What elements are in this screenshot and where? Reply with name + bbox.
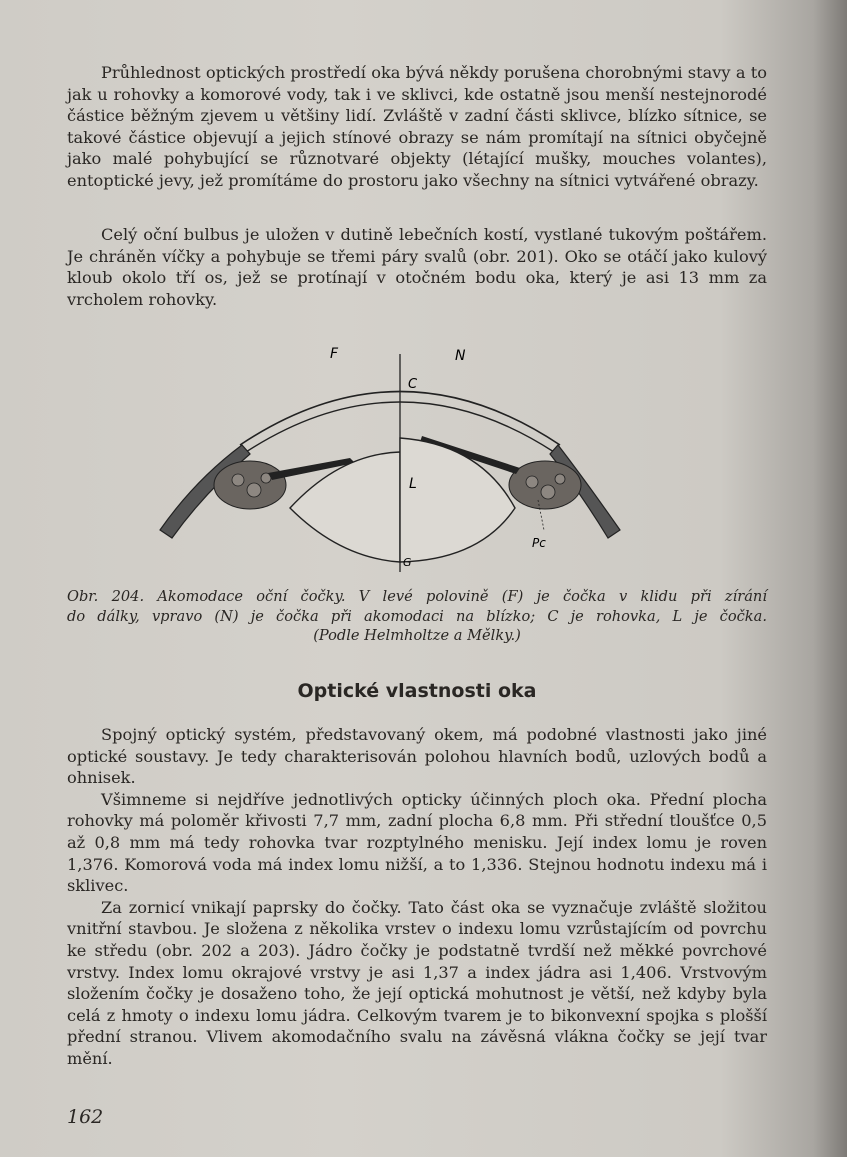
caption-line: (Podle Helmholtze a Mělky.): [313, 627, 521, 644]
label-n: N: [455, 348, 466, 364]
caption-line: do dálky, vpravo (N) je čočka při akomodaci na blízko; C je rohovka, L je čočka.: [67, 607, 767, 625]
section-heading: Optické vlastnosti oka: [297, 680, 537, 702]
paragraph: Za zornicí vnikají paprsky do čočky. Tato část oka se vyznačuje zvláště složitou vnitřní stavbou. Je složena z několika vrstev o indexu lomu vzrůstajícím od povrchu ke středu (obr. 202 a 203). Jádro čočky je podstatně tvrdší než měkké povrchové vrstvy. Index lomu okrajové vrstvy je asi 1,37 a index jádra asi 1,406. Vrstvovým složením čočky je dosaženo toho, že její optická mohutnost je větší, než kdyby byla celá z hmoty o indexu lomu jádra. Celkovým tvarem je to bikonvexní spojka s plošší přední stranou. Vlivem akomodačního svalu na závěsná vlákna čočky se její tvar mění.: [67, 897, 767, 1068]
paragraph: Spojný optický systém, představovaný okem, má podobné vlastnosti jako jiné optické soustavy. Je tedy charakterisován polohou hlavních bodů, uzlových bodů a ohnisek.: [67, 725, 767, 788]
figure-caption: [67, 587, 767, 646]
label-g: G: [403, 556, 412, 569]
label-l: L: [409, 476, 417, 492]
paragraph-eyeball: [67, 224, 767, 310]
lens-right-half: [400, 438, 515, 562]
page-number: 162: [67, 1106, 104, 1128]
caption-line: Obr. 204. Akomodace oční čočky. V levé polovině (F) je čočka v klidu při zírání: [67, 588, 767, 605]
paragraph: Celý oční bulbus je uložen v dutině lebečních kostí, vystlané tukovým poštářem. Je chráněn víčky a pohybuje se třemi páry svalů (obr. 201). Oko se otáčí jako kulový kloub okolo tří os, jež se protínají v otočném bodu oka, který je asi 13 mm za vrcholem rohovky.: [67, 225, 767, 309]
label-c: C: [408, 377, 418, 392]
label-pc: Pc: [532, 536, 546, 550]
section-body: [67, 724, 767, 1070]
accommodation-figure: [150, 340, 630, 580]
paragraph: Průhlednost optických prostředí oka bývá někdy porušena chorobnými stavy a to jak u rohovky a komorové vody, tak i ve sklivci, kde ostatně jsou menší nestejnorodé částice běžným zjevem u většiny lidí. Zvláště v zadní části sklivce, blízko sítnice, se takové částice objevují a jejich stínové obrazy se nám promítají na sítnici obyčejně jako malé pohybující se různotvaré objekty (létající mušky, mouches volantes), entoptické jevy, jež promítáme do prostoru jako všechny na sítnici vytvářené obrazy.: [67, 63, 767, 190]
paragraph: Všimneme si nejdříve jednotlivých opticky účinných ploch oka. Přední plocha rohovky má poloměr křivosti 7,7 mm, zadní plocha 6,8 mm. Při střední tloušťce 0,5 až 0,8 mm má tedy rohovka tvar rozptylného menisku. Její index lomu je roven 1,376. Komorová voda má index lomu nižší, a to 1,336. Stejnou hodnotu indexu má i sklivec.: [67, 789, 767, 896]
paragraph-transparency: [67, 62, 767, 192]
label-f: F: [330, 346, 339, 362]
